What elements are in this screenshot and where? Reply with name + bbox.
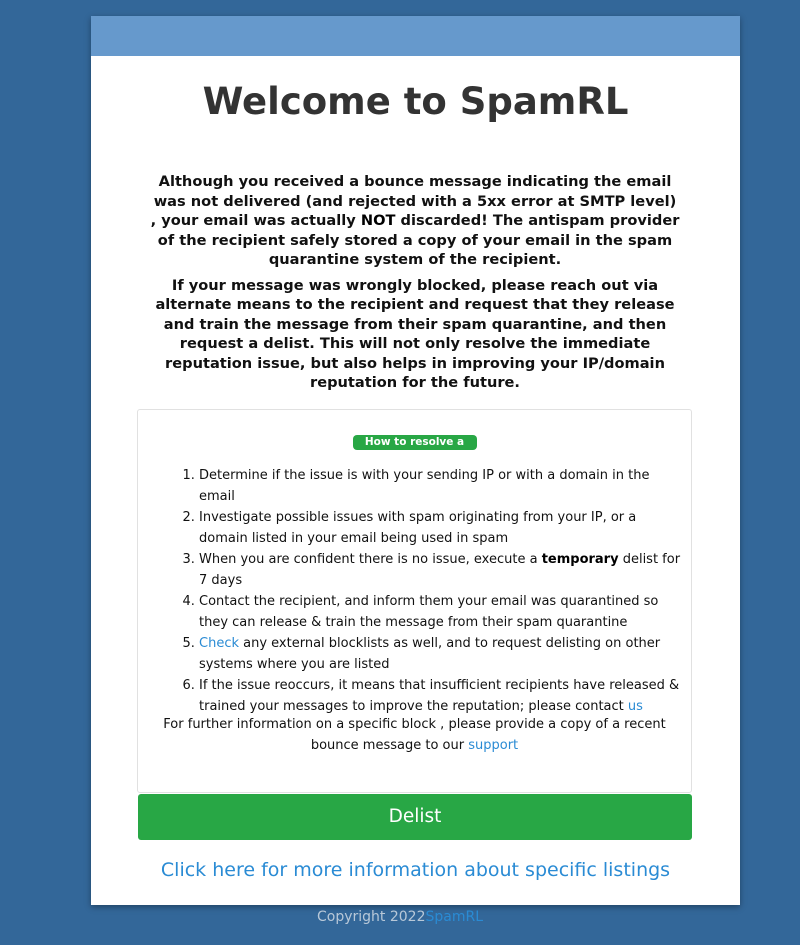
step-3-emphasis: temporary [541, 552, 619, 567]
resolve-steps-list [178, 465, 689, 717]
further-info-text-a: For further information on a specific block , please provide a copy of a recent bounce message to our [163, 717, 666, 753]
step-1: 1. Determine if the issue is with your sending IP or with a domain in the email [199, 465, 689, 507]
further-info-text [158, 714, 671, 756]
intro-p1-text-b: discarded! The antispam provider of the recipient safely stored a copy of your email in the spam quarantine system of the recipient. [157, 212, 680, 268]
more-info-link[interactable]: Click here for more information about specific listings [160, 859, 671, 881]
step-4: 4. Contact the recipient, and inform them your email was quarantined so they can release & train the message from their spam quarantine [199, 591, 689, 633]
contact-us-link[interactable]: us [627, 699, 643, 714]
page-title: Welcome to SpamRL [202, 80, 629, 123]
step-3-text-a: When you are confident there is no issue, execute a [199, 552, 542, 567]
check-blocklists-link[interactable]: Check [199, 636, 239, 651]
main-card [91, 16, 740, 905]
resolve-badge: How to resolve a listing [353, 435, 477, 450]
card-header-bar [91, 16, 740, 56]
intro-paragraph-1 [149, 172, 681, 270]
step-6 [199, 675, 689, 717]
footer [0, 907, 800, 927]
support-link[interactable]: support [468, 738, 519, 753]
intro-paragraph-2: If your message was wrongly blocked, please reach out via alternate means to the recipient and request that they release and train the message from their spam quarantine, and then request a delist. This will not only resolve the immediate reputation issue, but also helps in improving your IP/domain reputation for the future. [155, 276, 675, 391]
step-5 [199, 633, 689, 675]
delist-button[interactable]: Delist [138, 794, 692, 840]
step-6-text: If the issue reoccurs, it means that insufficient recipients have released & trained your messages to improve the reputation; please contact [199, 678, 680, 714]
step-3 [199, 549, 689, 591]
intro-p1-emphasis: NOT [360, 212, 396, 229]
intro-p1-text-a: Although you received a bounce message indicating the email was not delivered (and rejected with a 5xx error at SMTP level) , your email was actually [150, 173, 677, 229]
resolve-panel [137, 409, 692, 793]
step-3-text-b: delist for 7 days [199, 552, 681, 588]
step-2: 2. Investigate possible issues with spam originating from your IP, or a domain listed in your email being used in spam [199, 507, 689, 549]
step-5-text: any external blocklists as well, and to request delisting on other systems where you are listed [199, 636, 661, 672]
footer-copyright: Copyright 2022 [316, 909, 426, 925]
intro-text [149, 172, 681, 399]
footer-brand-link[interactable]: SpamRL [425, 909, 484, 925]
